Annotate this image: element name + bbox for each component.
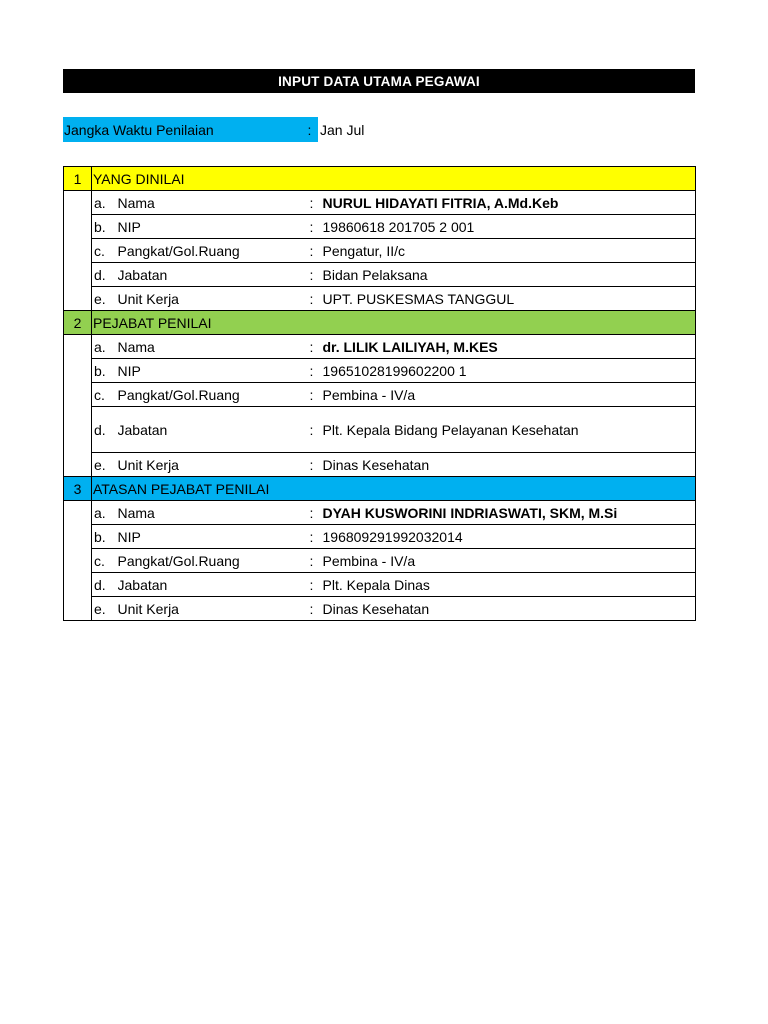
field-label-name: Nama <box>118 501 303 525</box>
field-value-unit[interactable]: Dinas Kesehatan <box>321 597 696 621</box>
row-letter: a. <box>92 335 118 359</box>
colon: : <box>303 287 321 311</box>
colon: : <box>303 215 321 239</box>
section-number: 1 <box>64 167 92 191</box>
row-letter: b. <box>92 215 118 239</box>
table-row <box>64 215 696 239</box>
row-letter: e. <box>92 287 118 311</box>
row-letter: c. <box>92 549 118 573</box>
field-label-rank: Pangkat/Gol.Ruang <box>118 239 303 263</box>
field-label-unit: Unit Kerja <box>118 453 303 477</box>
section-header-assessor <box>64 311 696 335</box>
page-title: INPUT DATA UTAMA PEGAWAI <box>63 69 695 93</box>
field-label-position: Jabatan <box>118 263 303 287</box>
field-label-nip: NIP <box>118 359 303 383</box>
table-row <box>64 501 696 525</box>
field-value-name[interactable]: DYAH KUSWORINI INDRIASWATI, SKM, M.Si <box>321 501 696 525</box>
table-row <box>64 287 696 311</box>
row-letter: d. <box>92 573 118 597</box>
row-letter: a. <box>92 191 118 215</box>
field-value-unit[interactable]: Dinas Kesehatan <box>321 453 696 477</box>
table-row <box>64 239 696 263</box>
table-row <box>64 263 696 287</box>
field-label-name: Nama <box>118 335 303 359</box>
section-title: ATASAN PEJABAT PENILAI <box>92 477 696 501</box>
colon: : <box>303 239 321 263</box>
section-header-supervisor <box>64 477 696 501</box>
colon: : <box>303 335 321 359</box>
field-value-name[interactable]: NURUL HIDAYATI FITRIA, A.Md.Keb <box>321 191 696 215</box>
section-title: YANG DINILAI <box>92 167 696 191</box>
field-label-name: Nama <box>118 191 303 215</box>
table-row <box>64 359 696 383</box>
field-label-unit: Unit Kerja <box>118 597 303 621</box>
field-label-position: Jabatan <box>118 407 303 453</box>
row-letter: d. <box>92 407 118 453</box>
field-value-nip[interactable]: 196809291992032014 <box>321 525 696 549</box>
table-row <box>64 407 696 453</box>
row-letter: e. <box>92 453 118 477</box>
field-value-nip[interactable]: 19860618 201705 2 001 <box>321 215 696 239</box>
section-number: 3 <box>64 477 92 501</box>
table-row <box>64 525 696 549</box>
colon: : <box>303 191 321 215</box>
field-label-rank: Pangkat/Gol.Ruang <box>118 549 303 573</box>
field-value-position[interactable]: Bidan Pelaksana <box>321 263 696 287</box>
field-label-nip: NIP <box>118 525 303 549</box>
field-label-rank: Pangkat/Gol.Ruang <box>118 383 303 407</box>
section-header-assessed <box>64 167 696 191</box>
employee-data-table <box>63 166 696 621</box>
colon: : <box>303 453 321 477</box>
table-row <box>64 573 696 597</box>
table-row <box>64 549 696 573</box>
section-number: 2 <box>64 311 92 335</box>
field-label-position: Jabatan <box>118 573 303 597</box>
assessment-period-label: Jangka Waktu Penilaian <box>63 117 318 142</box>
assessment-period-colon: : <box>307 121 312 138</box>
field-value-nip[interactable]: 19651028199602200 1 <box>321 359 696 383</box>
field-value-rank[interactable]: Pengatur, II/c <box>321 239 696 263</box>
field-value-rank[interactable]: Pembina - IV/a <box>321 383 696 407</box>
row-letter: a. <box>92 501 118 525</box>
colon: : <box>303 501 321 525</box>
colon: : <box>303 597 321 621</box>
table-row <box>64 383 696 407</box>
assessment-period-row <box>63 117 695 142</box>
field-label-unit: Unit Kerja <box>118 287 303 311</box>
table-row <box>64 191 696 215</box>
field-label-nip: NIP <box>118 215 303 239</box>
colon: : <box>303 263 321 287</box>
field-value-name[interactable]: dr. LILIK LAILIYAH, M.KES <box>321 335 696 359</box>
colon: : <box>303 383 321 407</box>
colon: : <box>303 525 321 549</box>
table-row <box>64 335 696 359</box>
section-title: PEJABAT PENILAI <box>92 311 696 335</box>
field-value-rank[interactable]: Pembina - IV/a <box>321 549 696 573</box>
colon: : <box>303 573 321 597</box>
assessment-period-value[interactable]: Jan Jul <box>320 121 365 138</box>
table-row <box>64 597 696 621</box>
row-letter: e. <box>92 597 118 621</box>
field-value-position[interactable]: Plt. Kepala Dinas <box>321 573 696 597</box>
row-letter: c. <box>92 239 118 263</box>
field-value-position[interactable]: Plt. Kepala Bidang Pelayanan Kesehatan <box>321 407 696 453</box>
colon: : <box>303 549 321 573</box>
colon: : <box>303 407 321 453</box>
row-letter: b. <box>92 525 118 549</box>
table-row <box>64 453 696 477</box>
row-letter: c. <box>92 383 118 407</box>
row-letter: b. <box>92 359 118 383</box>
field-value-unit[interactable]: UPT. PUSKESMAS TANGGUL <box>321 287 696 311</box>
row-letter: d. <box>92 263 118 287</box>
colon: : <box>303 359 321 383</box>
